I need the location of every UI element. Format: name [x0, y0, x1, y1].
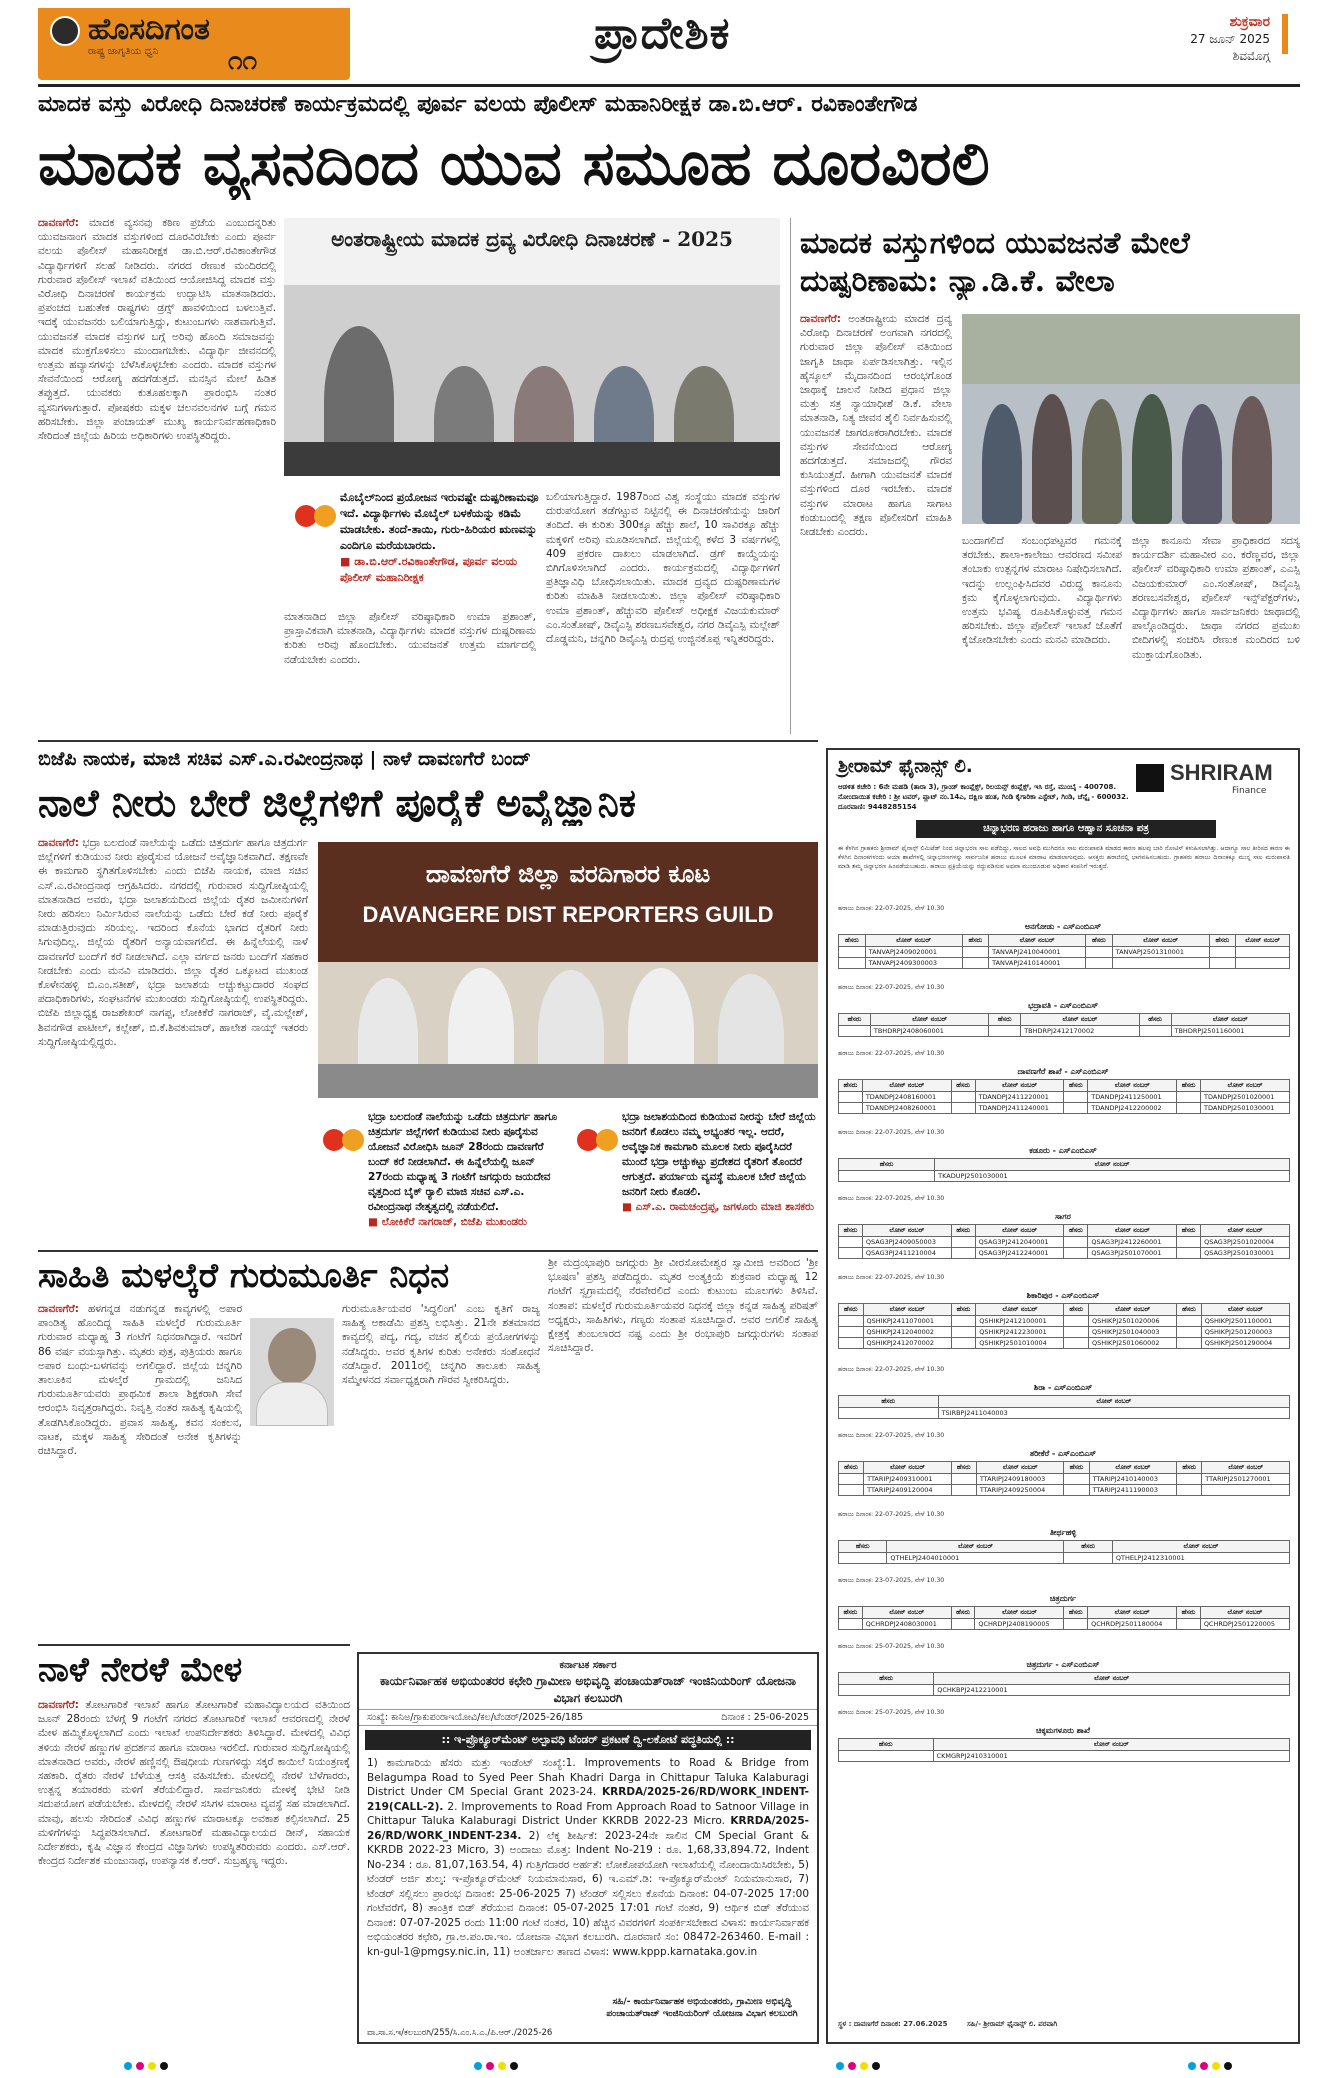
story2-column-2: ಬಂದಾಗಲಿದೆ ಸಂಬಂಧಪಟ್ಟವರ ಗಮನಕ್ಕೆ ತರಬೇಕು. ಶಾಲಾ-ಕಾಲೇಜು ಆವರಣದ ಸಮೀಪ ತಂಬಾಕು ಉತ್ಪನ್ನಗಳ ಮಾರಾಟ ನಿಷೇಧಿಸಲಾಗಿದೆ. ಇದನ್ನು ಉಲ್ಲಂಘಿಸಿದವರ ವಿರುದ್ಧ ಕಾನೂನು ಕ್ರಮ ಕೈಗೊಳ್ಳಲಾಗುವುದು. ವಿದ್ಯಾರ್ಥಿಗಳು ಉತ್ತಮ ಭವಿಷ್ಯ ರೂಪಿಸಿಕೊಳ್ಳುವತ್ತ ಗಮನ ಹರಿಸಬೇಕು. ಜಿಲ್ಲಾ ಪೊಲೀಸ್ ಇಲಾಖೆ ಜೊತೆಗೆ ಕೈಜೋಡಿಸಬೇಕು ಎಂದು ಮನವಿ ಮಾಡಿದರು.: [962, 535, 1122, 647]
story3-kicker: ಬಿಜೆಪಿ ನಾಯಕ, ಮಾಜಿ ಸಚಿವ ಎಸ್.ಎ.ರವೀಂದ್ರನಾಥ | ನಾಳೆ ದಾವಣಗೆರೆ ಬಂದ್: [38, 748, 531, 770]
page-number: ೧೧: [228, 46, 258, 76]
story2-headline-1: ಮಾದಕ ವಸ್ತುಗಳಿಂದ ಯುವಜನತೆ ಮೇಲೆ: [800, 226, 1190, 261]
tender-signature: ಸಹಿ/- ಕಾರ್ಯನಿರ್ವಾಹಕ ಅಭಿಯಂತರರು, ಗ್ರಾಮೀಣ ಅಭಿವೃದ್ಧಿ ಪಂಚಾಯತ್‌ರಾಜ್ ಇಂಜಿನಿಯರಿಂಗ್ ಯೋಜನಾ ವಿಭಾಗ ಕಲಬುರಗಿ: [606, 1997, 798, 2019]
masthead-rule: [38, 84, 1300, 87]
shriram-intro: ಈ ಕೆಳಗಿನ ಗ್ರಾಹಕರು ಶ್ರೀರಾಮ್ ಫೈನಾನ್ಸ್ ಲಿಮಿಟೆಡ್ ನಿಂದ ಚಿನ್ನಾಭರಣ ಸಾಲ ಪಡೆದಿದ್ದು, ಸಾಲದ ಅವಧಿ ಮುಗಿದರೂ ಸಾಲ ಮರುಪಾವತಿ ಮಾಡದ ಕಾರಣ ಹಲವು ಬಾರಿ ನೋಟಿಸ್ ಕಳುಹಿಸಲಾಗಿತ್ತು. ಆದಾಗ್ಯೂ ಸಾಲ ತೀರಿಸದ ಕಾರಣ ಈ ಕೆಳಗಿನ ದಿನಾಂಕಗಳಂದು ಆಯಾ ಶಾಖೆಗಳಲ್ಲಿ ಚಿನ್ನಾಭರಣಗಳನ್ನು ಸಾರ್ವಜನಿಕ ಹರಾಜು ಮೂಲಕ ಮಾರಾಟ ಮಾಡಲಾಗುವುದು. ಆಸಕ್ತರು ಹರಾಜಿನಲ್ಲಿ ಭಾಗವಹಿಸಬಹುದು. ಗ್ರಾಹಕರು ಹರಾಜು ದಿನಾಂಕಕ್ಕೂ ಮುನ್ನ ಸಾಲ ಮರುಪಾವತಿ ಮಾಡಿ ತಮ್ಮ ಚಿನ್ನಾಭರಣ ಹಿಂಪಡೆಯಬಹುದು. ಹರಾಜು ಪ್ರಕ್ರಿಯೆಯನ್ನು ರದ್ದುಪಡಿಸುವ ಅಥವಾ ಮುಂದೂಡುವ ಅಧಿಕಾರ ಕಂಪನಿಗೆ ಇರುತ್ತದೆ.: [838, 845, 1290, 870]
shriram-loan-table: ಹೆಸರು ಲೋನ್ ನಂಬರ್ TSIRBPJ2411040003: [838, 1395, 1290, 1419]
shriram-branch-note: ಹರಾಜು ದಿನಾಂಕ: 22-07-2025, ವೇಳೆ 10.30: [838, 1195, 945, 1202]
shriram-branch-note: ಹರಾಜು ದಿನಾಂಕ: 22-07-2025, ವೇಳೆ 10.30: [838, 1511, 945, 1518]
shriram-branch-name: ಭದ್ರಾವತಿ - ಎಸ್‌ಎಂಬಿಎಸ್: [1027, 1001, 1099, 1010]
shriram-branch-name: ಅನಗೋಡು - ಎಸ್‌ಎಂಬಿಎಸ್: [1024, 922, 1102, 931]
table-row: CKMGRPJ2410310001: [839, 1751, 1290, 1762]
table-row: TANVAPJ2409300003 TANVAPJ2410140001: [839, 958, 1290, 969]
weekday: ಶುಕ್ರವಾರ: [1229, 14, 1270, 30]
dateline-block: [1190, 14, 1270, 65]
shriram-branch-name: ಸಾಗರ: [1055, 1212, 1071, 1221]
shriram-loan-table: ಹೆಸರು ಲೋನ್ ನಂಬರ್ ಹೆಸರು ಲೋನ್ ನಂಬರ್ ಹೆಸರು ಲೋನ್ ನಂಬರ್ ಹೆಸರು ಲೋನ್ ನಂಬರ್ TTARIPJ2409310001 TTARIPJ2409180003 TTARIPJ2410140003 TTARIPJ2501270001 TTARIPJ2409120004 TTARIPJ2409250004 TTARIPJ2411190003: [838, 1461, 1290, 1496]
story2-headline-2: ದುಷ್ಪರಿಣಾಮ: ನ್ಯಾ.ಡಿ.ಕೆ. ವೇಲಾ: [800, 264, 1115, 299]
shriram-branch-name: ಚಿತ್ರದುರ್ಗ: [1049, 1594, 1077, 1603]
shriram-loan-table: ಹೆಸರು ಲೋನ್ ನಂಬರ್ CKMGRPJ2410310001: [838, 1738, 1290, 1762]
shriram-title: ಶ್ರೀರಾಮ್ ಫೈನಾನ್ಸ್ ಲಿ.: [838, 756, 973, 777]
table-row: TDANDPJ2408160001 TDANDPJ2411220001 TDANDPJ2411250001 TDANDPJ2501020001: [839, 1092, 1290, 1103]
edition: ಶಿವಮೊಗ್ಗ: [1232, 49, 1270, 63]
story3-quote-1: ಭದ್ರಾ ಬಲದಂಡೆ ನಾಲೆಯನ್ನು ಒಡೆದು ಚಿತ್ರದುರ್ಗ ಹಾಗೂ ಚಿತ್ರದುರ್ಗ ಜಿಲ್ಲೆಗಳಿಗೆ ಕುಡಿಯುವ ನೀರು ಪೂರೈಸುವ ಯೋಜನೆ ವಿರೋಧಿಸಿ ಜೂನ್ 28ರಂದು ದಾವಣಗೆರೆ ಬಂದ್ ಕರೆ ನೀಡಲಾಗಿದೆ. ಈ ಹಿನ್ನೆಲೆಯಲ್ಲಿ ಜೂನ್ 27ರಂದು ಮಧ್ಯಾಹ್ನ 3 ಗಂಟೆಗೆ ಜಗದ್ಗುರು ಜಯದೇವ ವೃತ್ತದಿಂದ ಬೈಕ್ ರ‍್ಯಾಲಿ ಮಾಜಿ ಸಚಿವ ಎಸ್.ಎ. ರವೀಂದ್ರನಾಥ ನೇತೃತ್ವದಲ್ಲಿ ನಡೆಯಲಿದೆ. ■ ಲೋಕಿಕೆರೆ ನಾಗರಾಜ್, ಬಿಜೆಪಿ ಮುಖಂಡರು: [368, 1111, 558, 1228]
table-row: QSHIKPJ2412040002 QSHIKPJ2412230001 QSHIKPJ2501040003 QSHIKPJ2501200003: [839, 1327, 1290, 1338]
shriram-branch-note: ಹರಾಜು ದಿನಾಂಕ: 25-07-2025, ವೇಳೆ 10.30: [838, 1643, 945, 1650]
shriram-branch-note: ಹರಾಜು ದಿನಾಂಕ: 25-07-2025, ವೇಳೆ 10.30: [838, 1709, 945, 1716]
shriram-mark-icon: [1136, 764, 1164, 792]
table-row: QCHRDPJ2408030001 QCHRDPJ2408190005 QCHRDPJ2501180004 QCHRDPJ2501220005: [839, 1619, 1290, 1630]
shriram-branch-name: ಕಡೂರು - ಎಸ್‌ಎಂಬಿಎಸ್: [1029, 1146, 1097, 1155]
tender-govt: ಕರ್ನಾಟಕ ಸರ್ಕಾರ: [559, 1660, 617, 1671]
table-row: TKADUPJ2501030001: [839, 1171, 1290, 1182]
lead-photo: [284, 218, 780, 476]
lead-column-2: ಬಲಿಯಾಗುತ್ತಿದ್ದಾರೆ. 1987ರಿಂದ ವಿಶ್ವ ಸಂಸ್ಥೆಯು ಮಾದಕ ವಸ್ತುಗಳ ದುರುಪಯೋಗ ತಡೆಗಟ್ಟುವ ನಿಟ್ಟಿನಲ್ಲಿ ಈ ದಿನಾಚರಣೆಯನ್ನು ಜಾರಿಗೆ ತಂದಿದೆ. ಈ ಕುರಿತು 300ಕ್ಕೂ ಹೆಚ್ಚು ಶಾಲೆ, 10 ಸಾವಿರಕ್ಕೂ ಹೆಚ್ಚು ಮಕ್ಕಳಿಗೆ ಅರಿವು ಮೂಡಿಸಲಾಗಿದೆ. ಜಿಲ್ಲೆಯಲ್ಲಿ ಕಳೆದ 3 ವರ್ಷಗಳಲ್ಲಿ 409 ಪ್ರಕರಣ ದಾಖಲು ಮಾಡಲಾಗಿದೆ. ಡ್ರಗ್ ಕಾಯ್ದೆಯನ್ನು ಬಿಗಿಗೊಳಿಸಲಾಗಿದೆ ಎಂದರು. ಕಾರ್ಯಕ್ರಮದಲ್ಲಿ ವಿದ್ಯಾರ್ಥಿಗಳಿಗೆ ಪ್ರತಿಜ್ಞಾವಿಧಿ ಬೋಧಿಸಲಾಯಿತು. ಮಾದಕ ದ್ರವ್ಯದ ದುಷ್ಪರಿಣಾಮಗಳ ಕುರಿತು ಮಾಹಿತಿ ನೀಡಲಾಯಿತು. ಜಿಲ್ಲಾ ಪೊಲೀಸ್ ವರಿಷ್ಠಾಧಿಕಾರಿ ಉಮಾ ಪ್ರಶಾಂತ್, ಹೆಚ್ಚುವರಿ ಪೊಲೀಸ್ ಅಧೀಕ್ಷಕ ವಿಜಯಕುಮಾರ್ ಎಂ.ಸಂತೋಷ್, ಡಿವೈಎಸ್ಪಿ ಶರಣಬಸವೇಶ್ವರ, ನಗರ ಡಿವೈಎಸ್ಪಿ ಮಲ್ಲೇಶ್ ದೊಡ್ಡಮನಿ, ಚನ್ನಗಿರಿ ಡಿವೈಎಸ್ಪಿ ರುದ್ರಪ್ಪ ಉಜ್ಜಿನಕೊಪ್ಪ ಇನ್ನಿತರರಿದ್ದರು.: [546, 491, 780, 646]
shriram-branch-note: ಹರಾಜು ದಿನಾಂಕ: 22-07-2025, ವೇಳೆ 10.30: [838, 1366, 945, 1373]
shriram-branch-name: ತೀರ್ಥಹಳ್ಳಿ: [1049, 1528, 1077, 1537]
section-title: ಪ್ರಾದೇಶಿಕ: [594, 8, 731, 59]
story5-headline: ನಾಳೆ ನೇರಳೆ ಮೇಳ: [38, 1650, 243, 1690]
shriram-loan-table: ಹೆಸರು ಲೋನ್ ನಂಬರ್ ಹೆಸರು ಲೋನ್ ನಂಬರ್ QTHELPJ2404010001 QTHELPJ2412310001: [838, 1540, 1290, 1564]
table-row: TDANDPJ2408260001 TDANDPJ2411240001 TDANDPJ2412200002 TDANDPJ2501030001: [839, 1103, 1290, 1114]
shriram-branch-name: ತರೀಕೆರೆ - ಎಸ್‌ಎಂಬಿಎಸ್: [1029, 1449, 1097, 1458]
shriram-branch-name: ಶಿಕಾರಿಪುರ - ಎಸ್‌ಎಂಬಿಎಸ್: [1026, 1291, 1100, 1300]
shriram-branch-note: ಹರಾಜು ದಿನಾಂಕ: 22-07-2025, ವೇಳೆ 10.30: [838, 984, 945, 991]
tender-body: 1) ಕಾಮಗಾರಿಯ ಹೆಸರು ಮತ್ತು ಇಂಡೆಂಟ್ ಸಂಖ್ಯೆ:1. Improvements to Road & Bridge from Belagumpa Road to Syed Peer Shah Khadri Darga in Chittapur Taluka Kalaburagi District Under CM Special Grant 2023-24. KRRDA/2025-26/RD/WORK_INDENT-219(CALL-2). 2. Improvements to Road From Approach Road to Satnoor Village in Chittapur Taluka Kalaburagi District Under KKRDB 2022-23 Micro. KRRDA/2025-26/RD/WORK_INDENT-234. 2) ಲೆಕ್ಕ ಶೀರ್ಷಿಕೆ: 2023-24ನೇ ಸಾಲಿನ CM Special Grant & KKRDB 2022-23 Micro, 3) ಅಂದಾಜು ಮೊತ್ತ: Indent No-219 : ರೂ. 1,68,33,894.72, Indent No-234 : ರೂ. 81,07,163.54, 4) ಗುತ್ತಿಗೆದಾರರ ಅರ್ಹತೆ: ಲೋಕೋಪಯೋಗಿ ಇಲಾಖೆಯಲ್ಲಿ ನೋಂದಾಯಿಸಿರಬೇಕು, 5) ಟೆಂಡರ್ ಅರ್ಜಿ ಶುಲ್ಕ: ಇ-ಪ್ರೊಕ್ಯೂರ್‌ಮೆಂಟ್ ನಿಯಮಾನುಸಾರ, 6) ಇ.ಎಮ್.ಡಿ: ಇ-ಪ್ರೊಕ್ಯೂರ್‌ಮೆಂಟ್ ನಿಯಮಾನುಸಾರ, 7) ಟೆಂಡರ್ ಸಲ್ಲಿಸಲು ಪ್ರಾರಂಭ ದಿನಾಂಕ: 25-06-2025 7) ಟೆಂಡರ್ ಸಲ್ಲಿಸಲು ಕೊನೆಯ ದಿನಾಂಕ: 04-07-2025 17:00 ಗಂಟೆವರೆಗೆ, 8) ತಾಂತ್ರಿಕ ಬಿಡ್ ತೆರೆಯುವ ದಿನಾಂಕ: 05-07-2025 17:01 ಗಂಟೆ ನಂತರ, 9) ಆರ್ಥಿಕ ಬಿಡ್ ತೆರೆಯುವ ದಿನಾಂಕ: 07-07-2025 ರಂದು 11:00 ಗಂಟೆ ನಂತರ, 10) ಹೆಚ್ಚಿನ ವಿವರಗಳಿಗೆ ಸಂಪರ್ಕಿಸಬೇಕಾದ ವಿಳಾಸ: ಕಾರ್ಯನಿರ್ವಾಹಕ ಅಭಿಯಂತರರ ಕಛೇರಿ, ಗ್ರಾ.ಅ.ಪಂ.ರಾ.ಇಂ. ಯೋಜನಾ ವಿಭಾಗ ಕಲಬುರಗಿ. ದೂರವಾಣಿ ಸಂ: 08472-263460. E-mail : kn-gul-1@pmgsy.nic.in, 11) ಅಂತರ್ಜಾಲ ತಾಣದ ವಿಳಾಸ: www.kppp.karnataka.gov.in: [367, 1757, 810, 1958]
shriram-loan-table: ಹೆಸರು ಲೋನ್ ನಂಬರ್ ಹೆಸರು ಲೋನ್ ನಂಬರ್ ಹೆಸರು ಲೋನ್ ನಂಬರ್ ಹೆಸರು ಲೋನ್ ನಂಬರ್ QSAG3PJ2409050003 QSAG3PJ2412040001 QSAG3PJ2412260001 QSAG3PJ2501020004 QSAG3PJ2411210004 QSAG3PJ2412240001 QSAG3PJ2501070001 QSAG3PJ2501030001: [838, 1224, 1290, 1259]
shriram-branch-name: ಶಿರಾ - ಎಸ್‌ಎಂಬಿಎಸ್: [1033, 1383, 1093, 1392]
lead-dateline: ದಾವಣಗೆರೆ:: [38, 217, 79, 229]
quote-mark-icon: [292, 492, 338, 538]
shriram-branch-note: ಹರಾಜು ದಿನಾಂಕ: 23-07-2025, ವೇಳೆ 10.30: [838, 1577, 945, 1584]
shriram-notice-title: ಚಿನ್ನಾಭರಣ ಹರಾಜು ಹಾಗೂ ಆಹ್ವಾನ ಸೂಚನಾ ಪತ್ರ: [916, 820, 1216, 838]
tender-office: ಕಾರ್ಯನಿರ್ವಾಹಕ ಅಭಿಯಂತರರ ಕಛೇರಿ ಗ್ರಾಮೀಣ ಅಭಿವೃದ್ಧಿ ಪಂಚಾಯತ್‌ರಾಜ್ ಇಂಜಿನಿಯರಿಂಗ್ ಯೋಜನಾ ವಿಭಾಗ ಕಲಬುರಗಿ: [380, 1674, 796, 1705]
lead-headline: ಮಾದಕ ವ್ಯಸನದಿಂದ ಯುವ ಸಮೂಹ ದೂರವಿರಲಿ: [38, 129, 990, 199]
story4-headline: ಸಾಹಿತಿ ಮಳಲ್ಕೆರೆ ಗುರುಮೂರ್ತಿ ನಿಧನ: [38, 1256, 450, 1296]
story4-column-2: ಗುರುಮೂರ್ತಿಯವರ 'ಸಿದ್ಧಲಿಂಗ' ಎಂಬ ಕೃತಿಗೆ ರಾಜ್ಯ ಸಾಹಿತ್ಯ ಅಕಾಡೆಮಿ ಪ್ರಶಸ್ತಿ ಲಭಿಸಿತ್ತು. 21ನೇ ಶತಮಾನದ ಕಾವ್ಯದಲ್ಲಿ ಪದ್ಯ, ಗದ್ಯ, ವಚನ ಶೈಲಿಯ ಪ್ರಯೋಗಗಳನ್ನು ನಡೆಸಿದ್ದರು. ಅವರ ಕೃತಿಗಳ ಕುರಿತು ಅನೇಕರು ಸಂಶೋಧನೆ ನಡೆಸಿದ್ದಾರೆ. 2011ರಲ್ಲಿ ಚನ್ನಗಿರಿ ತಾಲೂಕು ಸಾಹಿತ್ಯ ಸಮ್ಮೇಳನದ ಸರ್ವಾಧ್ಯಕ್ಷರಾಗಿ ಗೌರವ ಸ್ವೀಕರಿಸಿದ್ದರು.: [342, 1303, 540, 1387]
shriram-branch-name: ಚಿಕ್ಕಮಗಳೂರು ಶಾಖೆ: [1035, 1726, 1091, 1735]
tender-ref-row: ಸಂಖ್ಯೆ: ಕಾನಿಅ/ಗ್ರಾಕುಪಂರಾಇಯೋವಿ/ಕಲ/ಟೆಂಡರ್/2025-26/185 ದಿನಾಂಕ : 25-06-2025: [359, 1709, 817, 1726]
table-row: TBHDRPJ2408060001 TBHDRPJ2412170002 TBHDRPJ2501160001: [839, 1026, 1290, 1037]
table-row: QSAG3PJ2411210004 QSAG3PJ2412240001 QSAG3PJ2501070001 QSAG3PJ2501030001: [839, 1248, 1290, 1259]
shriram-logo: SHRIRAM Finance: [1136, 760, 1286, 800]
lead-column-1b: ಮಾತನಾಡಿದ ಜಿಲ್ಲಾ ಪೊಲೀಸ್ ವರಿಷ್ಠಾಧಿಕಾರಿ ಉಮಾ ಪ್ರಶಾಂತ್, ಪ್ರಾಸ್ತಾವಿಕವಾಗಿ ಮಾತನಾಡಿ, ವಿದ್ಯಾರ್ಥಿಗಳು ಮಾದಕ ವಸ್ತುಗಳ ದುಷ್ಪರಿಣಾಮ ಕುರಿತು ಅರಿವು ಹೊಂದಬೇಕು. ಯುವಜನತೆ ಉತ್ತಮ ಮಾರ್ಗದಲ್ಲಿ ನಡೆಯಬೇಕು ಎಂದರು.: [284, 611, 536, 666]
table-row: QSHIKPJ2411070001 QSHIKPJ2412100001 QSHIKPJ2501020006 QSHIKPJ2501100001: [839, 1316, 1290, 1327]
tender-notice: [357, 1652, 819, 2044]
story2-column-3: ಜಿಲ್ಲಾ ಕಾನೂನು ಸೇವಾ ಪ್ರಾಧಿಕಾರದ ಸದಸ್ಯ ಕಾರ್ಯದರ್ಶಿ ಮಹಾವೀರ ಎಂ. ಕರೆಣ್ಣವರ, ಜಿಲ್ಲಾ ಪೊಲೀಸ್ ವರಿಷ್ಠಾಧಿಕಾರಿ ಉಮಾ ಪ್ರಶಾಂತ್, ಎಎಸ್ಪಿ ವಿಜಯಕುಮಾರ್ ಎಂ.ಸಂತೋಷ್, ಡಿವೈಎಸ್ಪಿ ಶರಣಬಸವೇಶ್ವರ, ಪೊಲೀಸ್ ಇನ್ಸ್‌ಪೆಕ್ಟರ್‌ಗಳು, ವಿದ್ಯಾರ್ಥಿಗಳು ಹಾಗೂ ಸಾರ್ವಜನಿಕರು ಜಾಥಾದಲ್ಲಿ ಪಾಲ್ಗೊಂಡಿದ್ದರು. ಜಾಥಾ ನಗರದ ಪ್ರಮುಖ ಬೀದಿಗಳಲ್ಲಿ ಸಂಚರಿಸಿ ರೇಣುಕ ಮಂದಿರದ ಬಳಿ ಮುಕ್ತಾಯಗೊಂಡಿತು.: [1132, 535, 1300, 661]
shriram-branch-note: ಹರಾಜು ದಿನಾಂಕ: 22-07-2025, ವೇಳೆ 10.30: [838, 905, 945, 912]
story3-column-1: ದಾವಣಗೆರೆ: ಭದ್ರಾ ಬಲದಂಡೆ ನಾಲೆಯನ್ನು ಒಡೆದು ಚಿತ್ರದುರ್ಗ ಹಾಗೂ ಚಿತ್ರದುರ್ಗ ಜಿಲ್ಲೆಗಳಿಗೆ ಕುಡಿಯುವ ನೀರು ಪೂರೈಸುವ ಯೋಜನೆ ಅವೈಜ್ಞಾನಿಕವಾಗಿದೆ. ತಕ್ಷಣವೇ ಈ ಕಾಮಗಾರಿ ಸ್ಥಗಿತಗೊಳಿಸಬೇಕು ಎಂದು ಬಿಜೆಪಿ ನಾಯಕ, ಮಾಜಿ ಸಚಿವ ಎಸ್.ಎ.ರವೀಂದ್ರನಾಥ ಆಗ್ರಹಿಸಿದರು. ನಗರದಲ್ಲಿ ಗುರುವಾರ ಸುದ್ದಿಗೋಷ್ಠಿಯಲ್ಲಿ ಮಾತನಾಡಿದ ಅವರು, ಭದ್ರಾ ಜಲಾಶಯದಿಂದ ಜಿಲ್ಲೆಯ ರೈತರ ಜಮೀನುಗಳಿಗೆ ನೀರು ಹರಿಸಲು ನಿರ್ಮಿಸಿರುವ ನಾಲೆಯನ್ನು ಒಡೆದು ಬೇರೆ ಕಡೆ ನೀರು ಪೂರೈಕೆ ಮಾಡುತ್ತಿರುವುದು ಸರಿಯಲ್ಲ. ಇದರಿಂದ ಕೊನೆಯ ಭಾಗದ ರೈತರಿಗೆ ನೀರು ಸಿಗುವುದಿಲ್ಲ. ಜಿಲ್ಲೆಯ ರೈತರಿಗೆ ಅನ್ಯಾಯವಾಗಲಿದೆ. ಈ ಹಿನ್ನೆಲೆಯಲ್ಲಿ ನಾಳೆ ದಾವಣಗೆರೆ ಬಂದ್‌ಗೆ ಕರೆ ನೀಡಲಾಗಿದೆ. ಎಲ್ಲಾ ವರ್ಗದ ಜನರು ಬಂದ್‌ಗೆ ಸಹಕಾರ ನೀಡಬೇಕು ಎಂದು ಮನವಿ ಮಾಡಿದರು. ಜಿಲ್ಲಾ ರೈತರ ಒಕ್ಕೂಟದ ಮುಖಂಡ ಕೊಳೇನಹಳ್ಳಿ ಬಿ.ಎಂ.ಸತೀಶ್, ಭದ್ರಾ ಜಲಾಶಯ ಅಚ್ಚುಕಟ್ಟುದಾರರ ಸಂಘದ ಪದಾಧಿಕಾರಿಗಳು, ಸಂಘಟನೆಗಳ ಮುಖಂಡರು ಸುದ್ದಿಗೋಷ್ಠಿಯಲ್ಲಿ ಉಪಸ್ಥಿತರಿದ್ದರು. ಬಿಜೆಪಿ ಜಿಲ್ಲಾಧ್ಯಕ್ಷ ರಾಜಶೇಖರ್ ನಾಗಪ್ಪ, ಲೋಕಿಕೆರೆ ನಾಗರಾಜ್, ವೈ.ಮಲ್ಲೇಶ್, ಶಿವನಗೌಡ ಪಾಟೀಲ್, ಕಲ್ಲೇಶ್, ಬಿ.ಕೆ.ಶಿವಕುಮಾರ್, ಹಾಲೇಶ ನಾಯ್ಕ್ ಇತರರು ಸುದ್ದಿಗೋಷ್ಠಿಯಲ್ಲಿದ್ದರು.: [38, 837, 308, 1048]
table-row: TTARIPJ2409310001 TTARIPJ2409180003 TTARIPJ2410140003 TTARIPJ2501270001: [839, 1474, 1290, 1485]
shriram-branch-name: ದಾವಣಗೆರೆ ಶಾಖೆ - ಎಸ್‌ಎಂಬಿಎಸ್: [1017, 1067, 1109, 1076]
tender-band: :: ಇ-ಪ್ರೊಕ್ಯೂರ್‌ಮೆಂಟ್ ಅಲ್ಪಾವಧಿ ಟೆಂಡರ್ ಪ್ರಕಟಣೆ ದ್ವಿ-ಲಕೋಟೆ ಪದ್ಧತಿಯಲ್ಲಿ ::: [365, 1730, 811, 1750]
shriram-auction-notice: [826, 748, 1300, 2044]
shriram-loan-table: ಹೆಸರು ಲೋನ್ ನಂಬರ್ ಹೆಸರು ಲೋನ್ ನಂಬರ್ ಹೆಸರು ಲೋನ್ ನಂಬರ್ TBHDRPJ2408060001 TBHDRPJ2412170002 TBHDRPJ2501160001: [838, 1013, 1290, 1037]
table-row: QSAG3PJ2409050003 QSAG3PJ2412040001 QSAG3PJ2412260001 QSAG3PJ2501020004: [839, 1237, 1290, 1248]
issue-date: 27 ಜೂನ್ 2025: [1190, 32, 1270, 46]
story3-photo-banner-en: DAVANGERE DIST REPORTERS GUILD: [362, 902, 774, 927]
masthead: [38, 8, 1300, 84]
shriram-branch-name: ಚಿತ್ರದುರ್ಗ - ಎಸ್‌ಎಂಬಿಎಸ್: [1026, 1660, 1100, 1669]
shriram-loan-table: ಹೆಸರು ಲೋನ್ ನಂಬರ್ ಹೆಸರು ಲೋನ್ ನಂಬರ್ ಹೆಸರು ಲೋನ್ ನಂಬರ್ ಹೆಸರು ಲೋನ್ ನಂಬರ್ QSHIKPJ2411070001 QSHIKPJ2412100001 QSHIKPJ2501020006 QSHIKPJ2501100001 QSHIKPJ2412040002 QSHIKPJ2412230001 QSHIKPJ2501040003 QSHIKPJ2501200003 QSHIKPJ2412070002 QSHIKPJ2501010004 QSHIKPJ2501060002 QSHIKPJ2501290004: [838, 1303, 1290, 1349]
shriram-branch-note: ಹರಾಜು ದಿನಾಂಕ: 22-07-2025, ವೇಳೆ 10.30: [838, 1432, 945, 1439]
shriram-loan-table: ಹೆಸರು ಲೋನ್ ನಂಬರ್ QCHKBPJ2412210001: [838, 1672, 1290, 1696]
shriram-loan-table: ಹೆಸರು ಲೋನ್ ನಂಬರ್ TKADUPJ2501030001: [838, 1158, 1290, 1182]
accent-bar: [1282, 14, 1288, 54]
shriram-address: ಆಡಳಿತ ಕಚೇರಿ : 6ನೇ ಮಹಡಿ (ತಾರಾ 3), ಗ್ರಾಂಡ್ ಕಾಂಪ್ಲೆಕ್ಸ್, ರಿಲಯನ್ಸ್ ಕಂಪ್ಲೆಕ್ಸ್, ಇಸಿ ರಸ್ತೆ, ಮುಂಬೈ - 400708. ನೋಂದಾಯಿತ ಕಚೇರಿ : ಶ್ರೀ ಟವರ್, ಪ್ಲಾಟ್ ನಂ.14ಎ, ದಕ್ಷಿಣ ಹಂತ, ಗಿಂಡಿ ಕೈಗಾರಿಕಾ ಎಸ್ಟೇಟ್, ಗಿಂಡಿ, ಚೆನ್ನೈ - 600032. ದೂರವಾಣಿ: 9448285154: [838, 783, 1129, 811]
lead-quote: ಮೊಬೈಲ್‌ನಿಂದ ಪ್ರಯೋಜನ ಇರುವಷ್ಟೇ ದುಷ್ಪರಿಣಾಮವೂ ಇದೆ. ವಿದ್ಯಾರ್ಥಿಗಳು ಮೊಬೈಲ್ ಬಳಕೆಯನ್ನು ಕಡಿಮೆ ಮಾಡಬೇಕು. ತಂದೆ-ತಾಯಿ, ಗುರು-ಹಿರಿಯರ ಋಣವನ್ನು ಎಂದಿಗೂ ಮರೆಯಬಾರದು. ■ ಡಾ.ಬಿ.ಆರ್.ರವಿಕಾಂತೇಗೌಡ, ಪೂರ್ವ ವಲಯ ಪೊಲೀಸ್ ಮಹಾನಿರೀಕ್ಷಕ: [340, 491, 539, 584]
paper-logo: [38, 8, 350, 80]
lead-column-1: ದಾವಣಗೆರೆ: ಮಾದಕ ವ್ಯಸನವು ಕಠಿಣ ಪ್ರಜೆಯ ಎಂಬುದನ್ನರಿತು ಯುವಜನಾಂಗ ಮಾದಕ ವಸ್ತುಗಳಿಂದ ದೂರವಿರಬೇಕು ಎಂದು ಪೂರ್ವ ವಲಯ ಪೊಲೀಸ್ ಮಹಾನಿರೀಕ್ಷಕ ಡಾ.ಬಿ.ಆರ್.ರವಿಕಾಂತೇಗೌಡ ವಿದ್ಯಾರ್ಥಿಗಳಿಗೆ ಸಲಹೆ ನೀಡಿದರು. ನಗರದ ರೇಣುಕ ಮಂದಿರದಲ್ಲಿ ಗುರುವಾರ ಪೊಲೀಸ್ ಇಲಾಖೆ ವತಿಯಿಂದ ಆಯೋಜಿಸಿದ್ದ ಮಾದಕ ವಸ್ತು ವಿರೋಧಿ ದಿನಾಚರಣೆ ಕಾರ್ಯಕ್ರಮ ಉದ್ಘಾಟಿಸಿ ಮಾತನಾಡಿದರು. ಪ್ರಪಂಚದ ಬಹುತೇಕ ರಾಷ್ಟ್ರಗಳು ಡ್ರಗ್ಸ್ ಹಾವಳಿಯಿಂದ ಬಳಲುತ್ತಿವೆ. ಇದಕ್ಕೆ ಯುವಜನರು ಬಲಿಯಾಗುತ್ತಿದ್ದು, ಕುಟುಂಬಗಳು ನಾಶವಾಗುತ್ತಿವೆ. ಯುವಜನತೆ ಮಾದಕ ವಸ್ತುಗಳ ಬಗ್ಗೆ ಅರಿವು ಹೊಂದಿ ಸಮಾಜವನ್ನು ಮಾದಕ ಮುಕ್ತಗೊಳಿಸಲು ಮುಂದಾಗಬೇಕು. ವಿದ್ಯಾರ್ಥಿ ಜೀವನದಲ್ಲಿ ಉತ್ತಮ ಹವ್ಯಾಸಗಳನ್ನು ಬೆಳೆಸಿಕೊಳ್ಳಬೇಕು ಎಂದರು. ಮಾದಕ ವಸ್ತುಗಳ ಸೇವನೆಯಿಂದ ಆರೋಗ್ಯ ಹದಗೆಡುತ್ತದೆ. ಮನಸ್ಸಿನ ಮೇಲೆ ಹಿಡಿತ ತಪ್ಪುತ್ತದೆ. ಯುವಕರು ಕುತೂಹಲಕ್ಕಾಗಿ ಪ್ರಾರಂಭಿಸಿ ನಂತರ ವ್ಯಸನಿಗಳಾಗುತ್ತಾರೆ. ಪೋಷಕರು ಮಕ್ಕಳ ಚಲನವಲನಗಳ ಬಗ್ಗೆ ಗಮನ ಹರಿಸಬೇಕು. ಜಿಲ್ಲಾ ಪಂಚಾಯತ್ ಮುಖ್ಯ ಕಾರ್ಯನಿರ್ವಹಣಾಧಿಕಾರಿ ಸೇರಿದಂತೆ ಜಿಲ್ಲೆಯ ಹಿರಿಯ ಅಧಿಕಾರಿಗಳು ಉಪಸ್ಥಿತರಿದ್ದರು.: [38, 217, 276, 443]
shriram-loan-table: ಹೆಸರು ಲೋನ್ ನಂಬರ್ ಹೆಸರು ಲೋನ್ ನಂಬರ್ ಹೆಸರು ಲೋನ್ ನಂಬರ್ ಹೆಸರು ಲೋನ್ ನಂಬರ್ TANVAPJ2409020001 TANVAPJ2410040001 TANVAPJ2501310001 TANVAPJ2409300003 TANVAPJ2410140001: [838, 934, 1290, 969]
shriram-loan-table: ಹೆಸರು ಲೋನ್ ನಂಬರ್ ಹೆಸರು ಲೋನ್ ನಂಬರ್ ಹೆಸರು ಲೋನ್ ನಂಬರ್ ಹೆಸರು ಲೋನ್ ನಂಬರ್ QCHRDPJ2408030001 QCHRDPJ2408190005 QCHRDPJ2501180004 QCHRDPJ2501220005: [838, 1606, 1290, 1630]
shriram-loan-table: ಹೆಸರು ಲೋನ್ ನಂಬರ್ ಹೆಸರು ಲೋನ್ ನಂಬರ್ ಹೆಸರು ಲೋನ್ ನಂಬರ್ ಹೆಸರು ಲೋನ್ ನಂಬರ್ TDANDPJ2408160001 TDANDPJ2411220001 TDANDPJ2411250001 TDANDPJ2501020001 TDANDPJ2408260001 TDANDPJ2411240001 TDANDPJ2412200002 TDANDPJ2501030001: [838, 1079, 1290, 1114]
story5-body: ದಾವಣಗೆರೆ: ತೋಟಗಾರಿಕೆ ಇಲಾಖೆ ಹಾಗೂ ತೋಟಗಾರಿಕೆ ಮಹಾವಿದ್ಯಾಲಯದ ವತಿಯಿಂದ ಜೂನ್ 28ರಂದು ಬೆಳಗ್ಗೆ 9 ಗಂಟೆಗೆ ನಗರದ ತೋಟಗಾರಿಕೆ ಇಲಾಖೆ ಆವರಣದಲ್ಲಿ ನೇರಳೆ ಮೇಳ ಹಮ್ಮಿಕೊಳ್ಳಲಾಗಿದೆ ಎಂದು ಇಲಾಖೆ ಉಪನಿರ್ದೇಶಕರು ತಿಳಿಸಿದ್ದಾರೆ. ಮೇಳದಲ್ಲಿ ವಿವಿಧ ತಳಿಯ ನೇರಳೆ ಹಣ್ಣುಗಳ ಪ್ರದರ್ಶನ ಹಾಗೂ ಮಾರಾಟ ಇರಲಿದೆ. ಗುರುವಾರ ಸುದ್ದಿಗೋಷ್ಠಿಯಲ್ಲಿ ಮಾತನಾಡಿದ ಅವರು, ನೇರಳೆ ಹಣ್ಣಿನಲ್ಲಿ ಔಷಧೀಯ ಗುಣಗಳಿದ್ದು ಸಕ್ಕರೆ ಕಾಯಿಲೆ ನಿಯಂತ್ರಣಕ್ಕೆ ಸಹಕಾರಿ. ರೈತರು ನೇರಳೆ ಬೆಳೆಯತ್ತ ಆಸಕ್ತಿ ವಹಿಸಬೇಕು. ಮೇಳದಲ್ಲಿ ನೇರಳೆ ಬೆಳೆಗಾರರು, ಉತ್ಪನ್ನ ತಯಾರಕರು ಮಳಿಗೆ ತೆರೆಯಲಿದ್ದಾರೆ. ಸಾರ್ವಜನಿಕರು ಮೇಳಕ್ಕೆ ಭೇಟಿ ನೀಡಿ ಸದುಪಯೋಗ ಪಡೆಯಬೇಕು. ಮೇಳದಲ್ಲಿ ನೇರಳೆ ಸಸಿಗಳ ಮಾರಾಟ ವ್ಯವಸ್ಥೆ ಸಹ ಮಾಡಲಾಗಿದೆ. ಮಾವು, ಹಲಸು ಸೇರಿದಂತೆ ವಿವಿಧ ಹಣ್ಣುಗಳ ಮಾರಾಟಕ್ಕೂ ಅವಕಾಶ ಕಲ್ಪಿಸಲಾಗಿದೆ. 25 ಮಳಿಗೆಗಳನ್ನು ಸಿದ್ಧಪಡಿಸಲಾಗಿದೆ. ತೋಟಗಾರಿಕೆ ಮಹಾವಿದ್ಯಾಲಯದ ಡೀನ್, ಸಹಾಯಕ ನಿರ್ದೇಶಕರು, ಕೃಷಿ ವಿಜ್ಞಾನ ಕೇಂದ್ರದ ವಿಜ್ಞಾನಿಗಳು ಉಪಸ್ಥಿತರಿರುವರು ಎಂದರು. ಎಸ್.ಆರ್. ಕೇಂದ್ರದ ನಿರ್ದೇಶಕ ಮಂಜುನಾಥ, ಉಪನ್ಯಾಸಕ ಕೆ.ಆರ್. ಸುಬ್ರಹ್ಮಣ್ಯ ಇದ್ದರು.: [38, 1699, 350, 1868]
table-row: QTHELPJ2404010001 QTHELPJ2412310001: [839, 1553, 1290, 1564]
shriram-branch-note: ಹರಾಜು ದಿನಾಂಕ: 22-07-2025, ವೇಳೆ 10.30: [838, 1129, 945, 1136]
lead-kicker: ಮಾದಕ ವಸ್ತು ವಿರೋಧಿ ದಿನಾಚರಣೆ ಕಾರ್ಯಕ್ರಮದಲ್ಲಿ ಪೂರ್ವ ವಲಯ ಪೊಲೀಸ್ ಮಹಾನಿರೀಕ್ಷಕ ಡಾ.ಬಿ.ಆರ್. ರವಿಕಾಂತೇಗೌಡ: [38, 92, 918, 117]
lead-photo-banner: ಅಂತರಾಷ್ಟ್ರೀಯ ಮಾದಕ ದ್ರವ್ಯ ವಿರೋಧಿ ದಿನಾಚರಣೆ - 2025: [284, 218, 780, 285]
story3-photo-banner-kn: ದಾವಣಗೆರೆ ಜಿಲ್ಲಾ ವರದಿಗಾರರ ಕೂಟ: [425, 860, 711, 888]
story4-column-3: ಶ್ರೀ ಮದ್ರಂಭಾಪುರಿ ಜಗದ್ಗುರು ಶ್ರೀ ವೀರಸೋಮೇಶ್ವರ ಸ್ವಾಮೀಜಿ ಅವರಿಂದ 'ಶ್ರೀ ಭೂಷಣ' ಪ್ರಶಸ್ತಿ ಪಡೆದಿದ್ದರು. ಮೃತರ ಅಂತ್ಯಕ್ರಿಯೆ ಶುಕ್ರವಾರ ಮಧ್ಯಾಹ್ನ 12 ಗಂಟೆಗೆ ಸ್ವಗ್ರಾಮದಲ್ಲಿ ನೆರವೇರಲಿದೆ ಎಂದು ಕುಟುಂಬ ಮೂಲಗಳು ತಿಳಿಸಿವೆ. ಸಂತಾಪ: ಮಳಲ್ಕೆರೆ ಗುರುಮೂರ್ತಿಯವರ ನಿಧನಕ್ಕೆ ಜಿಲ್ಲಾ ಕನ್ನಡ ಸಾಹಿತ್ಯ ಪರಿಷತ್ ಅಧ್ಯಕ್ಷರು, ಸಾಹಿತಿಗಳು, ಗಣ್ಯರು ಸಂತಾಪ ಸೂಚಿಸಿದ್ದಾರೆ. ಅವರ ಅಗಲಿಕೆ ಸಾಹಿತ್ಯ ಕ್ಷೇತ್ರಕ್ಕೆ ತುಂಬಲಾರದ ನಷ್ಟ ಎಂದು ಶ್ರೀ ರಂಭಾಪುರಿ ಜಗದ್ಗುರುಗಳು ಸಂತಾಪ ಸೂಚಿಸಿದ್ದಾರೆ.: [548, 1257, 818, 1355]
table-row: QCHKBPJ2412210001: [839, 1685, 1290, 1696]
table-row: TANVAPJ2409020001 TANVAPJ2410040001 TANVAPJ2501310001: [839, 947, 1290, 958]
shriram-branch-note: ಹರಾಜು ದಿನಾಂಕ: 22-07-2025, ವೇಳೆ 10.30: [838, 1050, 945, 1057]
shriram-branch-note: ಹರಾಜು ದಿನಾಂಕ: 22-07-2025, ವೇಳೆ 10.30: [838, 1274, 945, 1281]
paper-seal-icon: [50, 16, 80, 46]
table-row: QSHIKPJ2412070002 QSHIKPJ2501010004 QSHIKPJ2501060002 QSHIKPJ2501290004: [839, 1338, 1290, 1349]
story2-column-1: ದಾವಣಗೆರೆ: ಅಂತರಾಷ್ಟ್ರೀಯ ಮಾದಕ ದ್ರವ್ಯ ವಿರೋಧಿ ದಿನಾಚರಣೆ ಅಂಗವಾಗಿ ನಗರದಲ್ಲಿ ಗುರುವಾರ ಜಿಲ್ಲಾ ಪೊಲೀಸ್ ವತಿಯಿಂದ ಜಾಗೃತಿ ಜಾಥಾ ಏರ್ಪಡಿಸಲಾಗಿತ್ತು. ಇಲ್ಲಿನ ಹೈಸ್ಕೂಲ್ ಮೈದಾನದಿಂದ ಆರಂಭಗೊಂಡ ಜಾಥಾಕ್ಕೆ ಚಾಲನೆ ನೀಡಿದ ಪ್ರಧಾನ ಜಿಲ್ಲಾ ಮತ್ತು ಸತ್ರ ನ್ಯಾಯಾಧೀಶೆ ಡಿ.ಕೆ. ವೇಲಾ ಮಾತನಾಡಿ, ನಿತ್ಯ ಜೀವನ ಶೈಲಿ ನಿರ್ವಹಿಸುವಲ್ಲಿ ಯುವಜನತೆ ಜಾಗರೂಕರಾಗಿರಬೇಕು. ಮಾದಕ ವಸ್ತುಗಳ ಸೇವನೆಯಿಂದ ಆರೋಗ್ಯ ಹದಗೆಡುತ್ತದೆ. ಸಮಾಜದಲ್ಲಿ ಗೌರವ ಕುಸಿಯುತ್ತದೆ. ಹೀಗಾಗಿ ಯುವಜನತೆ ಮಾದಕ ವಸ್ತುಗಳಿಂದ ದೂರ ಇರಬೇಕು. ಮಾದಕ ವಸ್ತುಗಳ ಮಾರಾಟ ಹಾಗೂ ಸಾಗಾಟ ಕಂಡುಬಂದಲ್ಲಿ ತಕ್ಷಣ ಪೊಲೀಸರಿಗೆ ಮಾಹಿತಿ ನೀಡಬೇಕು ಎಂದರು.: [800, 313, 952, 539]
story4-portrait: [250, 1318, 334, 1426]
shriram-footer: ಸ್ಥಳ : ದಾವಣಗೆರೆ ದಿನಾಂಕ: 27.06.2025 ಸಹಿ/- ಶ್ರೀರಾಮ್ ಫೈನಾನ್ಸ್ ಲಿ. ಪರವಾಗಿ: [838, 2020, 1058, 2028]
story3-photo: [318, 842, 818, 1098]
story4-column-1: ದಾವಣಗೆರೆ: ಹಳಗನ್ನಡ ನಡುಗನ್ನಡ ಕಾವ್ಯಗಳಲ್ಲಿ ಅಪಾರ ಪಾಂಡಿತ್ಯ ಹೊಂದಿದ್ದ ಸಾಹಿತಿ ಮಳಲ್ಕೆರೆ ಗುರುಮೂರ್ತಿ ಗುರುವಾರ ಮಧ್ಯಾಹ್ನ 3 ಗಂಟೆಗೆ ನಿಧನರಾಗಿದ್ದಾರೆ. ಇವರಿಗೆ 86 ವರ್ಷ ವಯಸ್ಸಾಗಿತ್ತು. ಮೃತರು ಪುತ್ರ, ಪುತ್ರಿಯರು ಹಾಗೂ ಅಪಾರ ಬಂಧು-ಬಳಗವನ್ನು ಅಗಲಿದ್ದಾರೆ. ಜಿಲ್ಲೆಯ ಚನ್ನಗಿರಿ ತಾಲೂಕಿನ ಮಳಲ್ಕೆರೆ ಗ್ರಾಮದಲ್ಲಿ ಜನಿಸಿದ ಗುರುಮೂರ್ತಿಯವರು ಪ್ರಾಥಮಿಕ ಶಾಲಾ ಶಿಕ್ಷಕರಾಗಿ ಸೇವೆ ಆರಂಭಿಸಿ ನಿವೃತ್ತರಾಗಿದ್ದರು. ನಿವೃತ್ತಿ ನಂತರ ಸಾಹಿತ್ಯ ಕೃಷಿಯಲ್ಲಿ ತೊಡಗಿಸಿಕೊಂಡಿದ್ದರು. ಪ್ರವಾಸ ಸಾಹಿತ್ಯ, ಕವನ ಸಂಕಲನ, ನಾಟಕ, ಮಕ್ಕಳ ಸಾಹಿತ್ಯ ಸೇರಿದಂತೆ ಅನೇಕ ಕೃತಿಗಳನ್ನು ರಚಿಸಿದ್ದಾರೆ.: [38, 1303, 242, 1458]
paper-tagline: ರಾಷ್ಟ್ರ ಜಾಗೃತಿಯ ಧ್ವನಿ: [88, 46, 159, 57]
table-row: TSIRBPJ2411040003: [839, 1408, 1290, 1419]
lead-quote-source: ■ ಡಾ.ಬಿ.ಆರ್.ರವಿಕಾಂತೇಗೌಡ, ಪೂರ್ವ ವಲಯ ಪೊಲೀಸ್ ಮಹಾನಿರೀಕ್ಷಕ: [340, 555, 518, 584]
story2-photo: [962, 314, 1300, 524]
story3-headline: ನಾಲೆ ನೀರು ಬೇರೆ ಜಿಲ್ಲೆಗಳಿಗೆ ಪೂರೈಕೆ ಅವೈಜ್ಞಾನಿಕ: [38, 780, 637, 825]
table-row: TTARIPJ2409120004 TTARIPJ2409250004 TTARIPJ2411190003: [839, 1485, 1290, 1496]
tender-footer: ವಾ.ಸಾ.ಸ.ಇ/ಕಲಬುರಗಿ/255/ಸಿ.ಎಂ.ಸಿ.ಎ./ಪಿ.ಆರ್./2025-26: [367, 2028, 553, 2038]
story3-quote-2: ಭದ್ರಾ ಜಲಾಶಯದಿಂದ ಕುಡಿಯುವ ನೀರನ್ನು ಬೇರೆ ಜಿಲ್ಲೆಯ ಜನರಿಗೆ ಕೊಡಲು ನಮ್ಮ ಅಭ್ಯಂತರ ಇಲ್ಲ. ಆದರೆ, ಅವೈಜ್ಞಾನಿಕ ಕಾಮಗಾರಿ ಮೂಲಕ ನೀರು ಪೂರೈಸಿದರೆ ಮುಂದೆ ಭದ್ರಾ ಅಚ್ಚುಕಟ್ಟು ಪ್ರದೇಶದ ರೈತರಿಗೆ ತೊಂದರೆ ಆಗುತ್ತದೆ. ಪರ್ಯಾಯ ವ್ಯವಸ್ಥೆ ಮೂಲಕ ಬೇರೆ ಜಿಲ್ಲೆಯ ಜನರಿಗೆ ನೀರು ಕೊಡಲಿ. ■ ಎಸ್.ಎ. ರಾಮಚಂದ್ರಪ್ಪ, ಜಗಳೂರು ಮಾಜಿ ಶಾಸಕರು: [622, 1111, 816, 1213]
paper-name: ಹೊಸದಿಗಂತ: [88, 12, 210, 47]
